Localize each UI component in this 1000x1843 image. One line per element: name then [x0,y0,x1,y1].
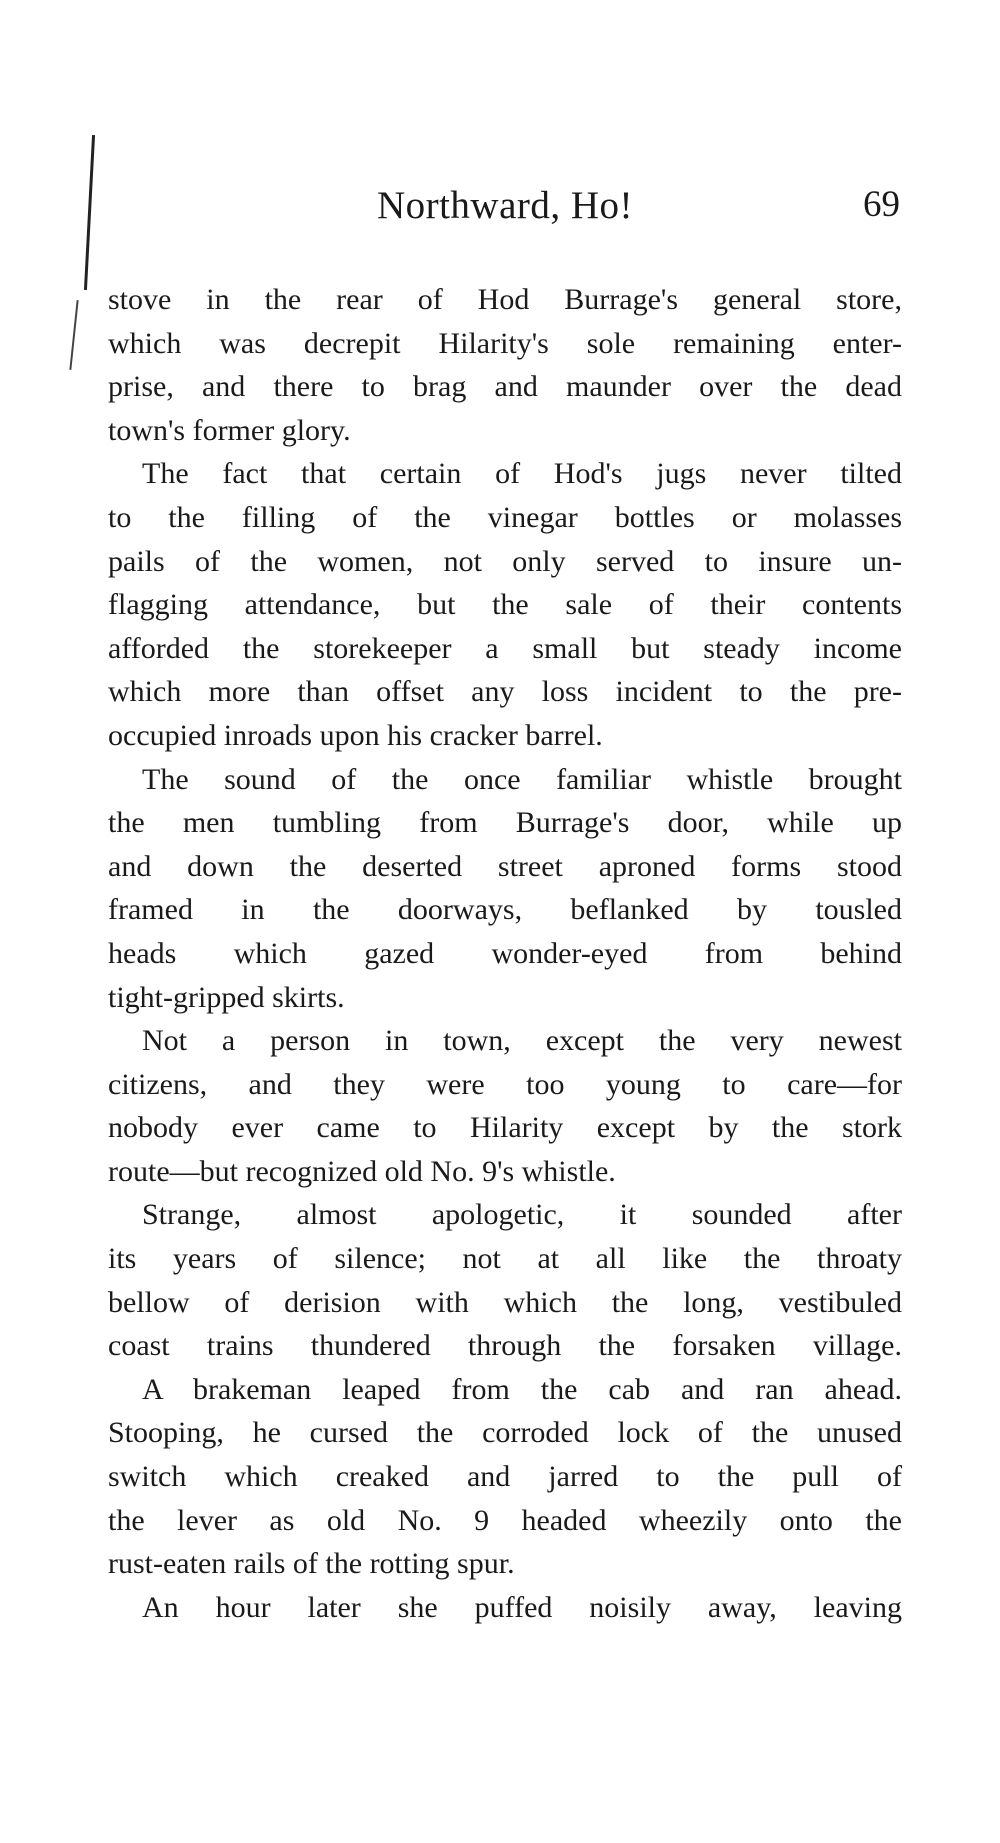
paragraph [108,452,902,757]
text-line: which more than offset any loss incident to the pre- [108,675,902,709]
body-text [108,278,902,1629]
text-line: The sound of the once familiar whistle brought [142,762,902,796]
text-line: afforded the storekeeper a small but steady income [108,631,902,665]
text-line: The fact that certain of Hod's jugs never tilted [142,457,902,491]
running-head: Northward, Ho! [376,184,634,227]
text-line: pails of the women, not only served to insure un- [108,544,902,578]
paragraph [108,1586,902,1630]
text-line: the lever as old No. 9 headed wheezily onto the [108,1503,902,1537]
text-line: to the filling of the vinegar bottles or molasses [108,500,902,534]
paragraph [108,758,902,1020]
text-line: nobody ever came to Hilarity except by the stork [108,1111,902,1145]
text-line: route—but recognized old No. 9's whistle. [108,1154,616,1188]
text-line: town's former glory. [108,413,351,447]
text-line: bellow of derision with which the long, vestibuled [108,1285,902,1319]
text-line: rust-eaten rails of the rotting spur. [108,1547,515,1581]
text-line: which was decrepit Hilarity's sole remaining enter- [108,326,902,360]
text-line: An hour later she puffed noisily away, leaving [142,1590,902,1624]
text-line: switch which creaked and jarred to the pull of [108,1460,902,1494]
text-line: occupied inroads upon his cracker barrel. [108,718,603,752]
page-header [110,183,900,233]
paragraph [108,278,902,452]
text-line: stove in the rear of Hod Burrage's general store, [108,283,902,316]
scan-margin-mark [69,300,78,370]
page-number: 69 [863,184,900,225]
text-line: and down the deserted street aproned forms stood [108,849,902,883]
text-line: Stooping, he cursed the corroded lock of the unused [108,1416,902,1450]
text-line: heads which gazed wonder-eyed from behind [108,936,902,970]
text-line: the men tumbling from Burrage's door, while up [108,806,902,840]
text-line: citizens, and they were too young to care—for [108,1067,902,1101]
text-line: A brakeman leaped from the cab and ran ahead. [142,1372,902,1406]
text-line: Strange, almost apologetic, it sounded after [142,1198,902,1232]
text-line: tight-gripped skirts. [108,980,345,1014]
text-line: Not a person in town, except the very newest [142,1024,902,1058]
text-line: flagging attendance, but the sale of their contents [108,588,902,622]
paragraph [108,1019,902,1193]
text-line: coast trains thundered through the forsaken village. [108,1329,902,1363]
text-line: its years of silence; not at all like the throaty [108,1242,902,1276]
text-line: framed in the doorways, beflanked by tousled [108,893,902,927]
paragraph [108,1368,902,1586]
scan-margin-mark [84,135,95,290]
paragraph [108,1193,902,1367]
text-line: prise, and there to brag and maunder over the dead [108,370,902,404]
